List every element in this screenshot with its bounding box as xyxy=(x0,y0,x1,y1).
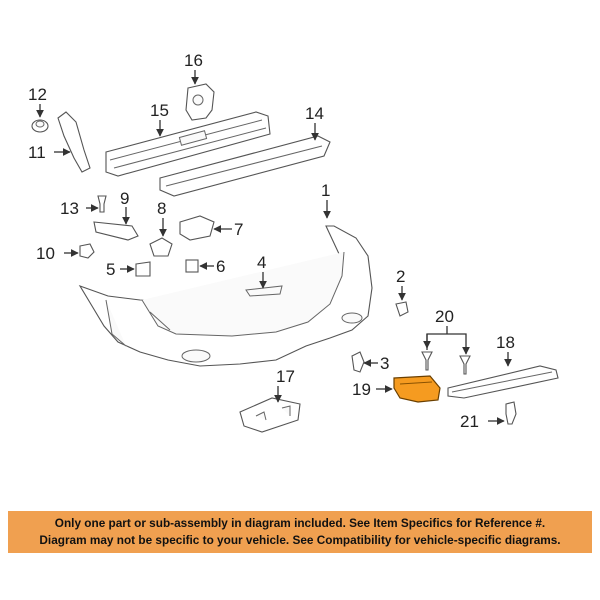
part-16-bracket xyxy=(186,84,214,120)
callout-5: 5 xyxy=(106,260,116,279)
callout-19: 19 xyxy=(352,380,371,399)
callout-17: 17 xyxy=(276,367,295,386)
callout-12: 12 xyxy=(28,85,47,104)
part-9-bracket xyxy=(94,222,138,240)
callout-14: 14 xyxy=(305,104,324,123)
part-11-retainer xyxy=(58,112,90,172)
callout-4: 4 xyxy=(257,253,267,272)
part-7-bracket xyxy=(180,216,214,240)
callout-9: 9 xyxy=(120,189,130,208)
part-20-clips xyxy=(422,352,470,374)
callout-13: 13 xyxy=(60,199,79,218)
callout-8: 8 xyxy=(157,199,167,218)
callout-3: 3 xyxy=(380,354,390,373)
disclaimer-banner xyxy=(8,511,592,553)
part-17-housing xyxy=(240,398,300,432)
callout-15: 15 xyxy=(150,101,169,120)
part-8-bracket xyxy=(150,238,172,256)
part-10-fastener xyxy=(80,244,94,258)
callout-1: 1 xyxy=(321,181,331,200)
callout-16: 16 xyxy=(184,51,203,70)
part-21-clip xyxy=(506,402,516,424)
part-5-pad xyxy=(136,262,150,276)
part-19-highlighted xyxy=(394,376,440,402)
part-6-pad xyxy=(186,260,198,272)
callout-21: 21 xyxy=(460,412,479,431)
part-12-grommet xyxy=(32,120,48,132)
part-1-bumper-cover xyxy=(80,226,372,366)
callout-7: 7 xyxy=(234,220,244,239)
callout-20: 20 xyxy=(435,307,454,326)
part-2-bolt xyxy=(396,302,408,316)
disclaimer-line-1: Only one part or sub-assembly in diagram included. See Item Specifics for Reference #. xyxy=(54,516,546,530)
callout-11: 11 xyxy=(28,143,46,162)
callout-6: 6 xyxy=(216,257,226,276)
disclaimer-line-2: Diagram may not be specific to your vehicle. See Compatibility for vehicle-specific diagrams. xyxy=(39,533,561,547)
callout-18: 18 xyxy=(496,333,515,352)
callout-2: 2 xyxy=(396,267,406,286)
callout-10: 10 xyxy=(36,244,55,263)
part-13-clip xyxy=(98,196,106,212)
part-3-clip xyxy=(352,352,364,372)
